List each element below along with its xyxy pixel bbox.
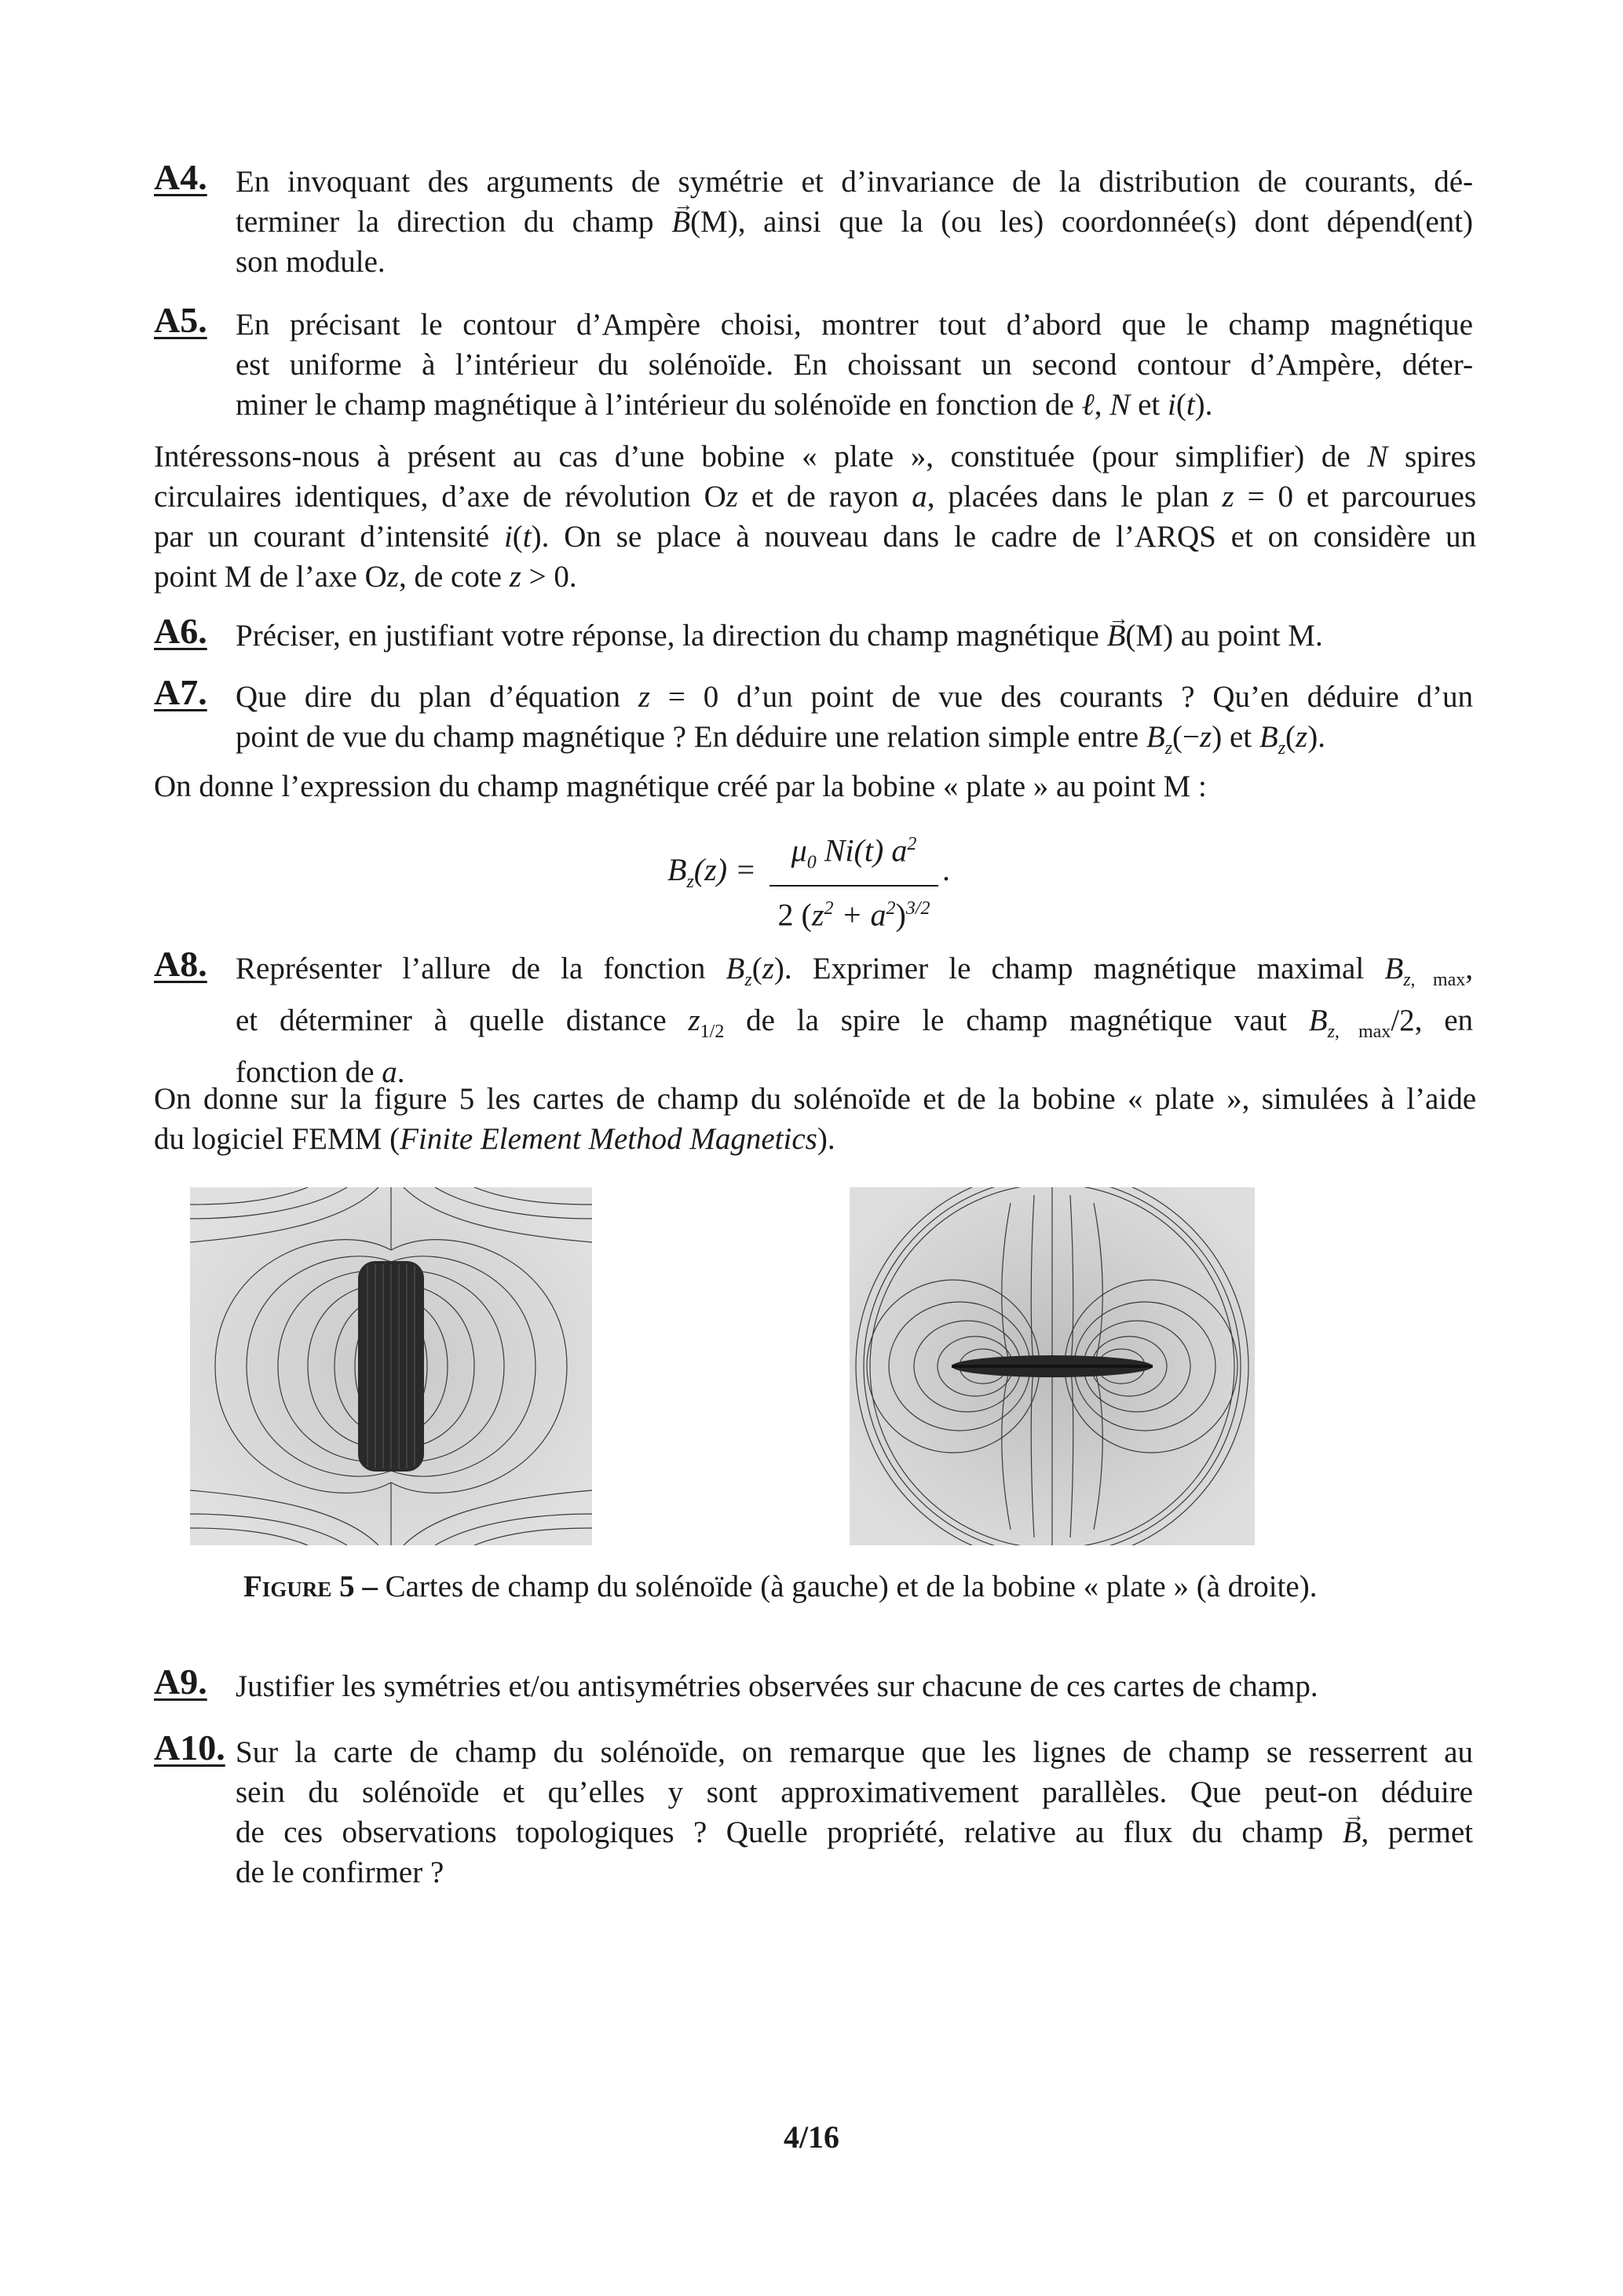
equation-end: . [942,852,950,887]
paragraph-line: On donne sur la figure 5 les cartes de champ du solénoïde et de la bobine « plate », simulées à l’aide [154,1082,1476,1116]
equation-bz [667,824,997,933]
question-line: sein du solénoïde et qu’elles y sont approximativement parallèles. Que peut-on déduire [236,1775,1473,1809]
question-line: Sur la carte de champ du solénoïde, on remarque que les lignes de champ se resserrent au [236,1735,1473,1769]
figure-caption [243,1569,1317,1604]
question-line: En précisant le contour d’Ampère choisi, montrer tout d’abord que le champ magnétique [236,308,1473,342]
paragraph-bobine [154,437,1476,597]
question-number: A6. [154,611,207,651]
question-line: point de vue du champ magnétique ? En déduire une relation simple entre $B_z(-z)$ et $B_z(z)$. [236,720,1325,759]
question-a8 [154,944,1474,1092]
question-text [236,677,1473,769]
question-number: A9. [154,1662,207,1702]
question-line: En invoquant des arguments de symétrie et d’invariance de la distribution de courants, dé- [236,165,1473,199]
equation-fraction [769,824,938,934]
paragraph-line: On donne l’expression du champ magnétique créé par la bobine « plate » au point M : [154,770,1207,803]
paragraph-line: circulaires identiques, d’axe de révolution Oz et de rayon a, placées dans le plan z = 0 et parcourues [154,480,1476,514]
equation-lhs: $B_z(z)$ = [667,852,756,892]
question-line: miner le champ magnétique à l’intérieur du solénoïde en fonction de ℓ, N et i(t). [236,388,1213,422]
equation-denominator: 2 $(z^2 + a^2)^{3/2}$ [777,897,930,933]
figure-label: Figure 5 – [243,1570,378,1603]
question-number: A7. [154,672,207,712]
question-line: Justifier les symétries et/ou antisymétries observées sur chacune de ces cartes de champ. [236,1669,1318,1703]
paragraph-line: Intéressons-nous à présent au cas d’une bobine « plate », constituée (pour simplifier) de N spires [154,440,1476,473]
question-text [236,1666,1473,1706]
question-number: A10. [154,1727,225,1768]
question-a4 [154,157,1473,282]
question-text [236,305,1473,425]
question-a6 [154,611,1473,656]
question-line: Représenter l’allure de la fonction $B_z(z)$. Exprimer le champ magnétique maximal $B_{z, max}$, [236,952,1474,990]
question-line: de ces observations topologiques ? Quelle propriété, relative au flux du champ → B, permet [236,1812,1473,1852]
question-line: de le confirmer ? [236,1855,444,1889]
page-number: 4/16 [783,2119,840,2155]
question-a10 [154,1727,1474,1892]
question-text [236,162,1473,282]
fraction-bar [769,885,938,887]
equation-numerator: $\mu_0$ Ni(t) $a^2$ [791,832,917,873]
question-line: et déterminer à quelle distance $z_{1/2}$ de la spire le champ magnétique vaut $B_{z, max}/2$, en [236,1003,1473,1042]
paragraph-line: du logiciel FEMM (Finite Element Method Magnetics). [154,1122,835,1156]
question-number: A5. [154,300,207,340]
question-line: fonction de a. [236,1055,405,1089]
question-number: A8. [154,944,207,984]
question-a9 [154,1662,1473,1706]
question-number: A4. [154,157,207,197]
question-text [236,1732,1473,1892]
question-text [236,616,1473,656]
question-text [236,949,1473,1092]
paragraph-line: point M de l’axe Oz, de cote z > 0. [154,560,577,594]
question-line: Que dire du plan d’équation z = 0 d’un point de vue des courants ? Qu’en déduire d’un [236,680,1473,714]
question-line: son module. [236,245,386,279]
question-a7 [154,672,1473,769]
paragraph-figure-intro [154,1079,1476,1159]
figure-caption-text: Cartes de champ du solénoïde (à gauche) et de la bobine « plate » (à droite). [385,1570,1318,1603]
paragraph-line: par un courant d’intensité i(t). On se place à nouveau dans le cadre de l’ARQS et on considère un [154,520,1476,554]
paragraph-expression-intro [154,766,1476,806]
question-line: Préciser, en justifiant votre réponse, la direction du champ magnétique → B(M) au point M. [236,616,1473,656]
figure-solenoid-field-map [190,1187,592,1545]
figure-flat-coil-field-map [850,1187,1255,1545]
question-line: terminer la direction du champ → B(M), ainsi que la (ou les) coordonnée(s) dont dépend(ent) [236,202,1473,242]
question-a5 [154,300,1473,425]
question-line: est uniforme à l’intérieur du solénoïde. En choissant un second contour d’Ampère, déter- [236,348,1473,382]
